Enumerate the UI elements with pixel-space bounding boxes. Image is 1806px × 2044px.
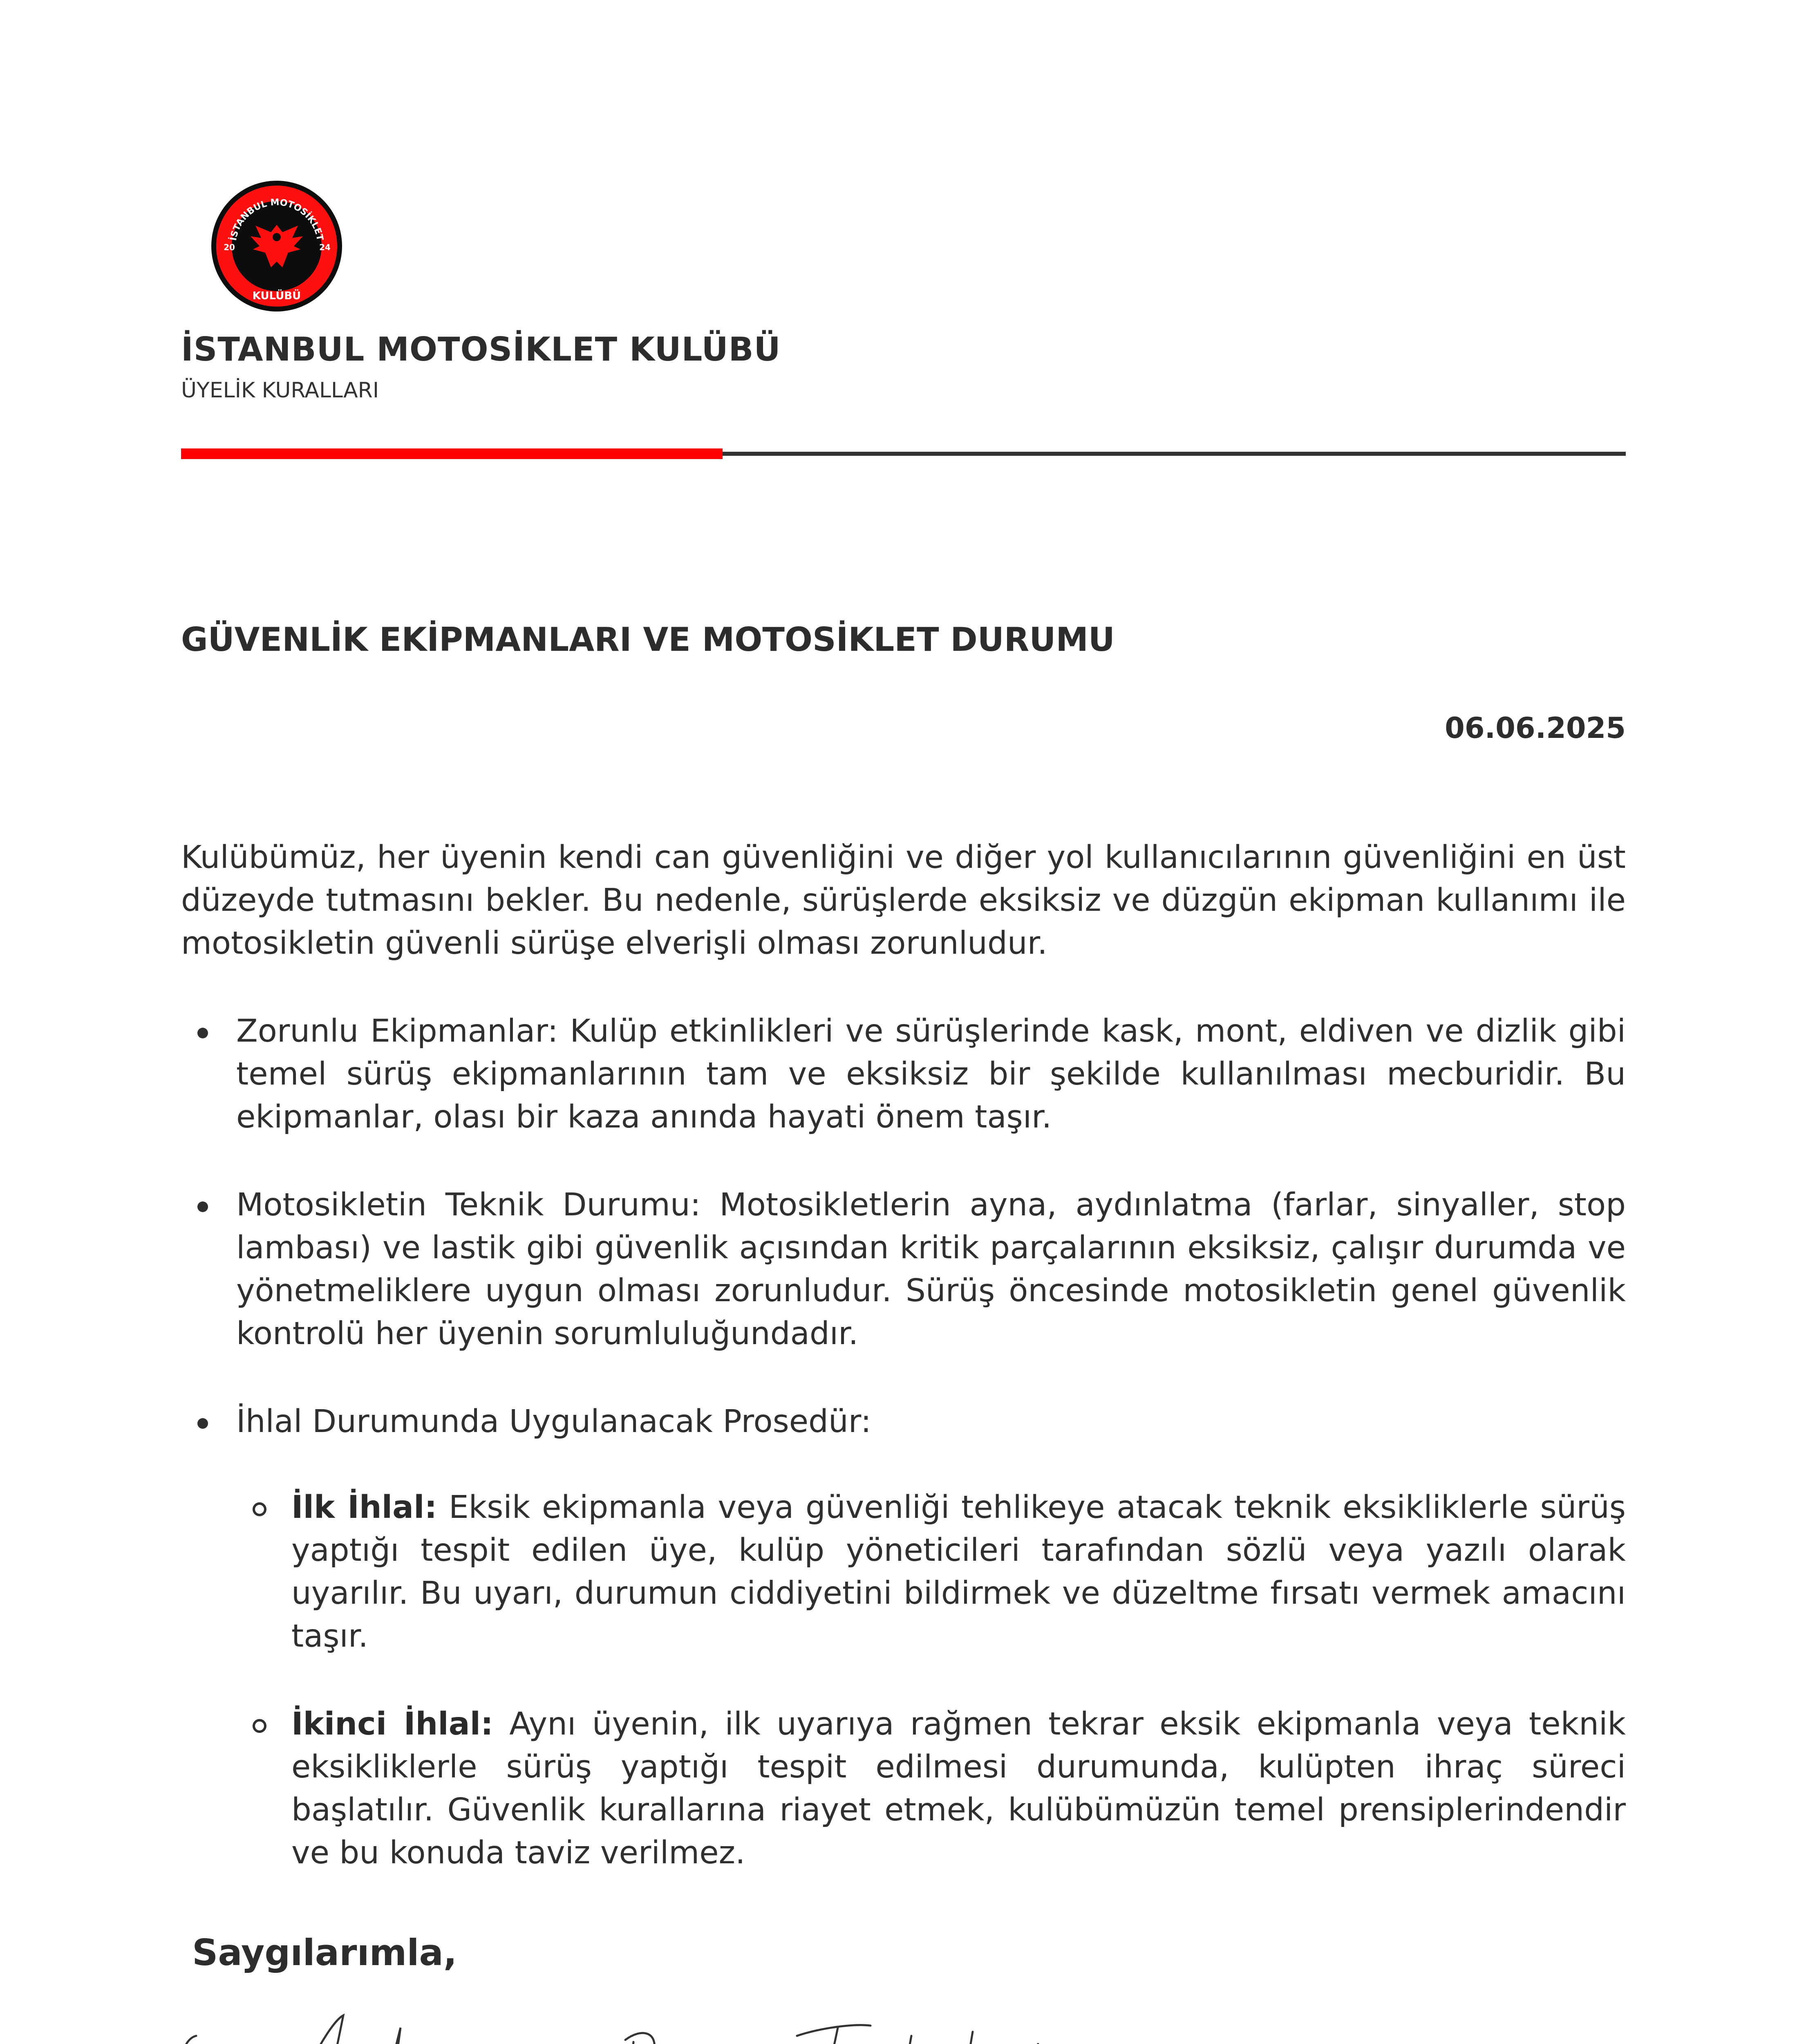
violation-text: Eksik ekipmanla veya güvenliği tehlikeye atacak teknik eksikliklerle sürüş yaptığı tespit edilen üye, kulüp yöneticileri tarafından sözlü veya yazılı olarak uyarılır. Bu uyarı, durumun ciddiyetini bildirmek ve düzeltme fırsatı vermek amacını taşır. bbox=[291, 1489, 1626, 1654]
violation-label: İkinci İhlal: bbox=[291, 1706, 493, 1742]
logo-year-right: 24 bbox=[319, 242, 331, 252]
circle-bullet-icon bbox=[253, 1719, 266, 1733]
closing-text: Saygılarımla, bbox=[192, 1932, 457, 1974]
document-subtitle: ÜYELİK KURALLARI bbox=[181, 378, 379, 403]
signature-eyup bbox=[172, 2003, 490, 2044]
violation-label: İlk İhlal: bbox=[291, 1489, 437, 1526]
circle-bullet-icon bbox=[253, 1502, 266, 1516]
violation-text: Aynı üyenin, ilk uyarıya rağmen tekrar eksik ekipmanla veya teknik eksikliklerle sürüş yaptığı tespit edilmesi durumunda, kulüpten ihraç süreci başlatılır. Güvenlik kurallarına riayet etmek, kulübümüzün temel prensiplerindendir ve bu konuda taviz verilmez. bbox=[291, 1706, 1626, 1871]
header-divider-dark bbox=[723, 452, 1626, 456]
document-title: GÜVENLİK EKİPMANLARI VE MOTOSİKLET DURUMU bbox=[181, 621, 1115, 659]
logo-top-text: İSTANBUL MOTOSİKLET bbox=[228, 197, 325, 242]
sub-bullet-text bbox=[291, 1703, 1626, 1874]
bullet-text: İhlal Durumunda Uygulanacak Prosedür: bbox=[236, 1403, 871, 1440]
bullet-icon bbox=[197, 1418, 208, 1429]
logo-bottom-text: KULÜBÜ bbox=[252, 290, 301, 302]
club-logo bbox=[210, 180, 343, 313]
document-date: 06.06.2025 bbox=[1445, 711, 1626, 745]
bullet-text: Zorunlu Ekipmanlar: Kulüp etkinlikleri ve sürüşlerinde kask, mont, eldiven ve dizlik gibi temel sürüş ekipmanlarının tam ve eksiksiz bir şekilde kullanılması mecburidir. Bu ekipmanlar, olası bir kaza anında hayati önem taşır. bbox=[236, 1013, 1626, 1135]
intro-paragraph: Kulübümüz, her üyenin kendi can güvenliğini ve diğer yol kullanıcılarının güvenliğini en üst düzeyde tutmasını bekler. Bu nedenle, sürüşlerde eksiksiz ve düzgün ekipman kullanımı ile motosikletin güvenli sürüşe elverişli olması zorunludur. bbox=[181, 839, 1626, 961]
bullet-text: Motosikletin Teknik Durumu: Motosikletlerin ayna, aydınlatma (farlar, sinyaller, stop lambası) ve lastik gibi güvenlik açısından kritik parçalarının eksiksiz, çalışır durumda ve yönetmeliklere uygun olması zorunludur. Sürüş öncesinde motosikletin genel güvenlik kontrolü her üyenin sorumluluğundadır. bbox=[236, 1187, 1626, 1352]
signature-destan bbox=[609, 2003, 1042, 2044]
bullet-icon bbox=[197, 1028, 208, 1038]
bullet-icon bbox=[197, 1201, 208, 1212]
header-divider-red bbox=[181, 448, 723, 459]
club-name: İSTANBUL MOTOSİKLET KULÜBÜ bbox=[181, 330, 781, 368]
sub-bullet-text bbox=[291, 1486, 1626, 1658]
logo-year-left: 20 bbox=[224, 242, 235, 252]
